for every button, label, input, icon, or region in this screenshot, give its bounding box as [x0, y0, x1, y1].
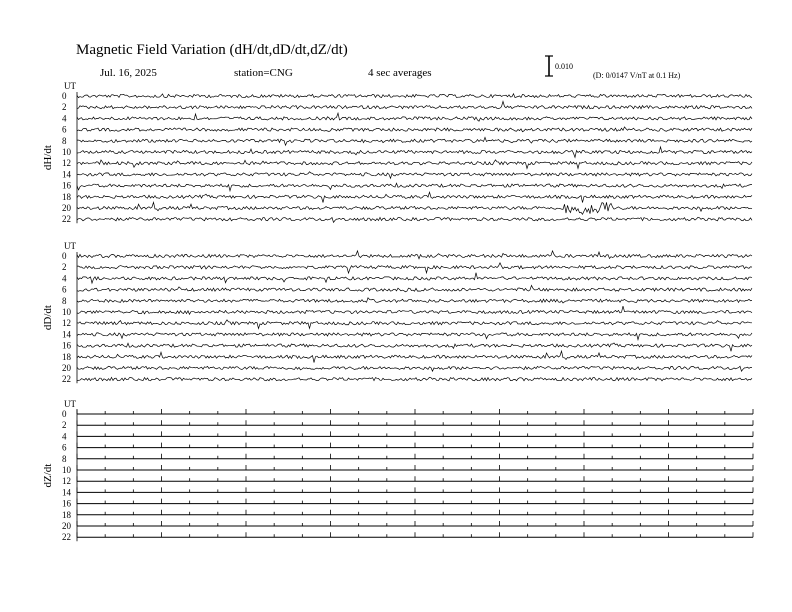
trace-row	[77, 137, 752, 145]
hour-label: 20	[62, 203, 71, 213]
trace-row	[77, 101, 752, 108]
trace-row	[77, 172, 752, 179]
hour-label: 18	[62, 191, 71, 202]
hour-label: 2	[62, 102, 67, 113]
scale-note-label: (D: 0/0147 V/nT at 0.1 Hz)	[593, 71, 681, 80]
hour-label: 14	[62, 169, 71, 180]
trace-row	[77, 343, 752, 351]
scale-value-label: 0.010	[555, 62, 573, 71]
hour-label: 2	[62, 420, 67, 431]
trace-row	[77, 285, 752, 291]
hour-label: 10	[62, 147, 71, 157]
hour-label: 6	[62, 284, 67, 295]
averaging-label: 4 sec averages	[368, 67, 432, 79]
trace-row	[77, 127, 752, 132]
hour-label: 12	[62, 318, 71, 329]
trace-row	[77, 273, 752, 283]
hour-label: 0	[62, 91, 67, 101]
hour-label: 4	[62, 431, 67, 442]
ut-label: UT	[64, 81, 76, 91]
hour-label: 4	[62, 113, 67, 124]
hour-label: 16	[62, 340, 71, 351]
hour-label: 22	[62, 214, 71, 225]
panel-ylabel: dD/dt	[42, 305, 54, 331]
panel-ylabel: dH/dt	[42, 145, 54, 171]
hour-label: 12	[62, 476, 71, 487]
hour-label: 2	[62, 262, 67, 273]
hour-label: 16	[62, 498, 71, 509]
trace-row	[77, 366, 752, 371]
trace-row	[77, 113, 752, 121]
trace-row	[77, 263, 752, 273]
trace-row	[77, 94, 752, 98]
hour-label: 20	[62, 363, 71, 373]
hour-label: 8	[62, 453, 67, 464]
trace-row	[77, 251, 752, 259]
hour-label: 12	[62, 158, 71, 169]
hour-label: 6	[62, 442, 67, 453]
trace-row	[77, 320, 752, 329]
hour-label: 22	[62, 532, 71, 543]
hour-label: 14	[62, 487, 71, 498]
trace-row	[77, 377, 752, 381]
hour-label: 4	[62, 273, 67, 284]
trace-row	[77, 306, 752, 314]
station-label: station=CNG	[234, 67, 293, 79]
chart-title: Magnetic Field Variation (dH/dt,dD/dt,dZ/dt)	[76, 42, 348, 58]
panel-dDdt	[42, 241, 752, 384]
hour-label: 0	[62, 251, 67, 261]
trace-row	[77, 298, 752, 303]
hour-label: 22	[62, 374, 71, 385]
hour-label: 6	[62, 124, 67, 135]
hour-label: 16	[62, 180, 71, 191]
hour-label: 14	[62, 329, 71, 340]
trace-row	[77, 183, 752, 191]
ut-label: UT	[64, 241, 76, 251]
trace-row	[77, 351, 752, 363]
trace-row	[77, 160, 752, 169]
hour-label: 18	[62, 351, 71, 362]
trace-row	[77, 217, 752, 222]
trace-row	[77, 202, 752, 214]
date-label: Jul. 16, 2025	[100, 67, 157, 79]
panel-ylabel: dZ/dt	[42, 463, 54, 488]
hour-label: 8	[62, 135, 67, 146]
hour-label: 8	[62, 295, 67, 306]
trace-row	[77, 333, 752, 340]
panel-dHdt	[42, 81, 752, 224]
ut-label: UT	[64, 399, 76, 409]
hour-label: 10	[62, 307, 71, 317]
hour-label: 10	[62, 465, 71, 475]
hour-label: 18	[62, 509, 71, 520]
hour-label: 0	[62, 409, 67, 419]
hour-label: 20	[62, 521, 71, 531]
trace-row	[77, 147, 752, 158]
panel-dZdt	[42, 399, 753, 542]
scale-bar	[545, 56, 553, 76]
trace-row	[77, 192, 752, 202]
